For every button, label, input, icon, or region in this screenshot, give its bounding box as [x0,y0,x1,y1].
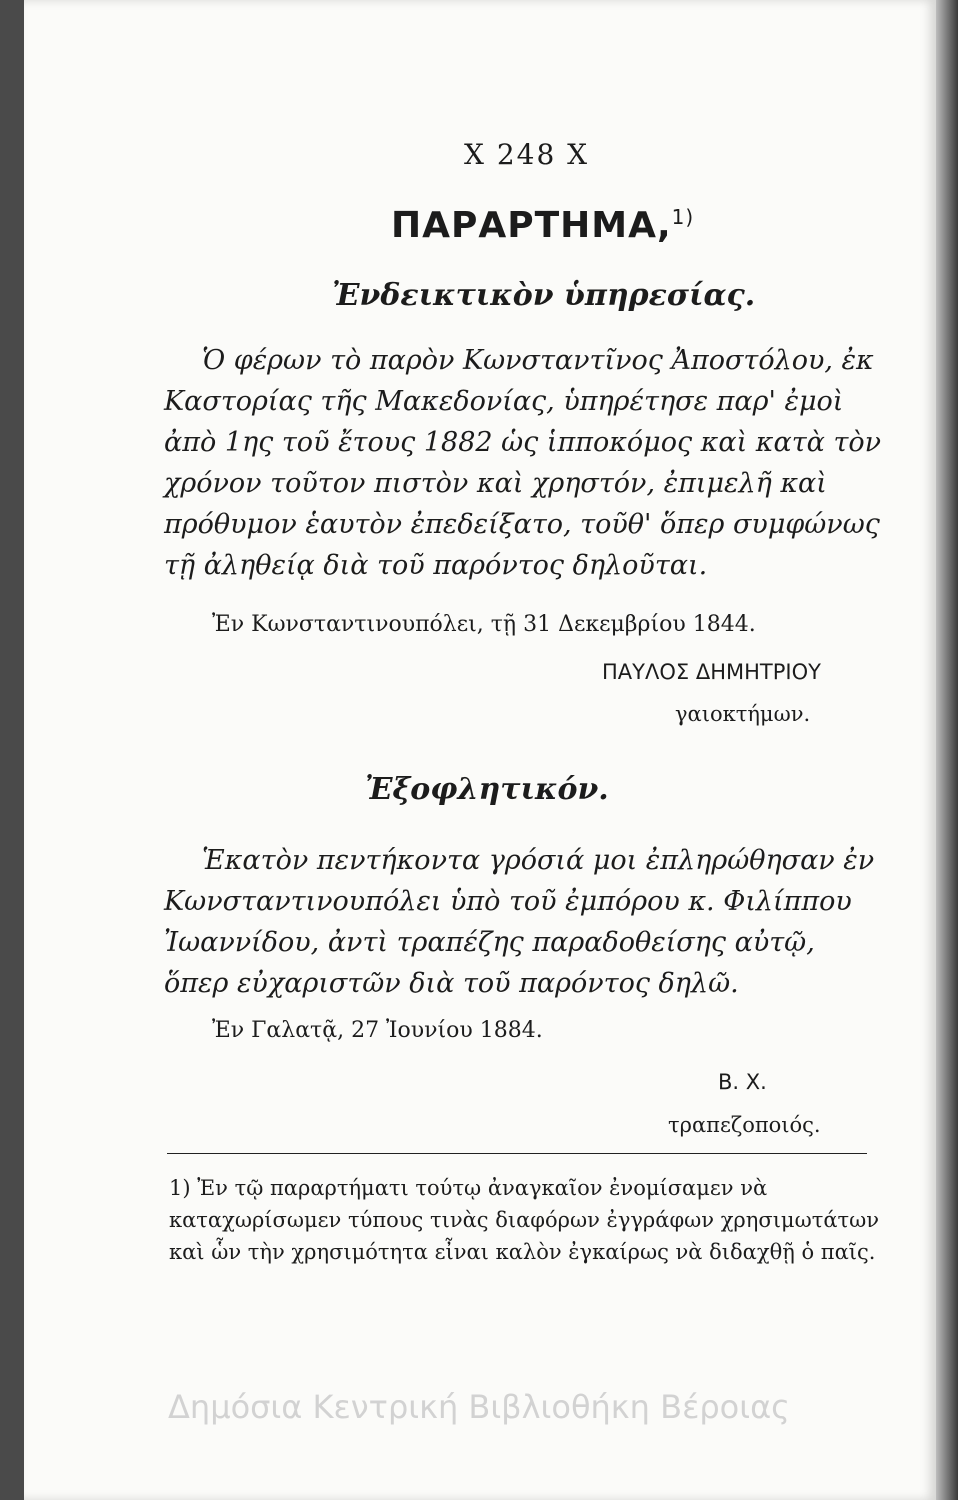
section2-dateline: Ἐν Γαλατᾷ, 27 Ἰουνίου 1884. [212,1018,543,1043]
footnote-divider [167,1153,867,1154]
page-title [391,205,694,246]
library-watermark: Δημόσια Κεντρική Βιβλιοθήκη Βέροιας [168,1388,790,1426]
title-text: ΠΑΡΑΡΤΗΜΑ, [391,205,672,246]
title-footnote-marker: 1) [671,205,695,229]
section1-heading: Ἐνδεικτικὸν ὑπηρεσίας. [332,278,756,313]
section1-signature-role: γαιοκτήμων. [675,702,811,726]
section1-dateline: Ἐν Κωνσταντινουπόλει, τῇ 31 Δεκεμβρίου 1844. [212,612,756,637]
footnote: 1) Ἐν τῷ παραρτήματι τούτῳ ἀναγκαῖον ἐνομίσαμεν νὰ καταχωρίσωμεν τύπους τινὰς διαφόρων ἐγγράφων χρησιμωτάτων καὶ ὧν τὴν χρησιμότητα εἶναι καλὸν ἐγκαίρως νὰ διδαχθῇ ὁ παῖς. [169,1176,880,1264]
section1-body: Ὁ φέρων τὸ παρὸν Κωνσταντῖνος Ἀποστόλου, ἐκ Καστορίας τῆς Μακεδονίας, ὑπηρέτησε παρ' ἐμοὶ ἀπὸ 1ης τοῦ ἔτους 1882 ὡς ἱπποκόμος καὶ κατὰ τὸν χρόνον τοῦτον πιστὸν καὶ χρηστόν, ἐπιμελῆ καὶ πρόθυμον ἑαυτὸν ἐπεδείξατο, τοῦθ' ὅπερ συμφώνως τῇ ἀληθείᾳ διὰ τοῦ παρόντος δηλοῦται. [164,345,882,581]
section2-body: Ἑκατὸν πεντήκοντα γρόσιά μοι ἐπληρώθησαν ἐν Κωνσταντινουπόλει ὑπὸ τοῦ ἐμπόρου κ. Φιλίππου Ἰωαννίδου, ἀντὶ τραπέζης παραδοθείσης αὐτῷ, ὅπερ εὐχαριστῶν διὰ τοῦ παρόντος δηλῶ. [164,845,875,999]
section2-signature-name: Β. Χ. [718,1070,767,1094]
page-number: Χ 248 Χ [464,138,590,171]
book-page [24,0,936,1500]
section2-signature-role: τραπεζοποιός. [668,1113,821,1137]
section1-signature-name: ΠΑΥΛΟΣ ΔΗΜΗΤΡΙΟΥ [602,660,821,684]
page-edge-shadow [936,0,958,1500]
section2-heading: Ἐξοφλητικόν. [365,772,609,807]
